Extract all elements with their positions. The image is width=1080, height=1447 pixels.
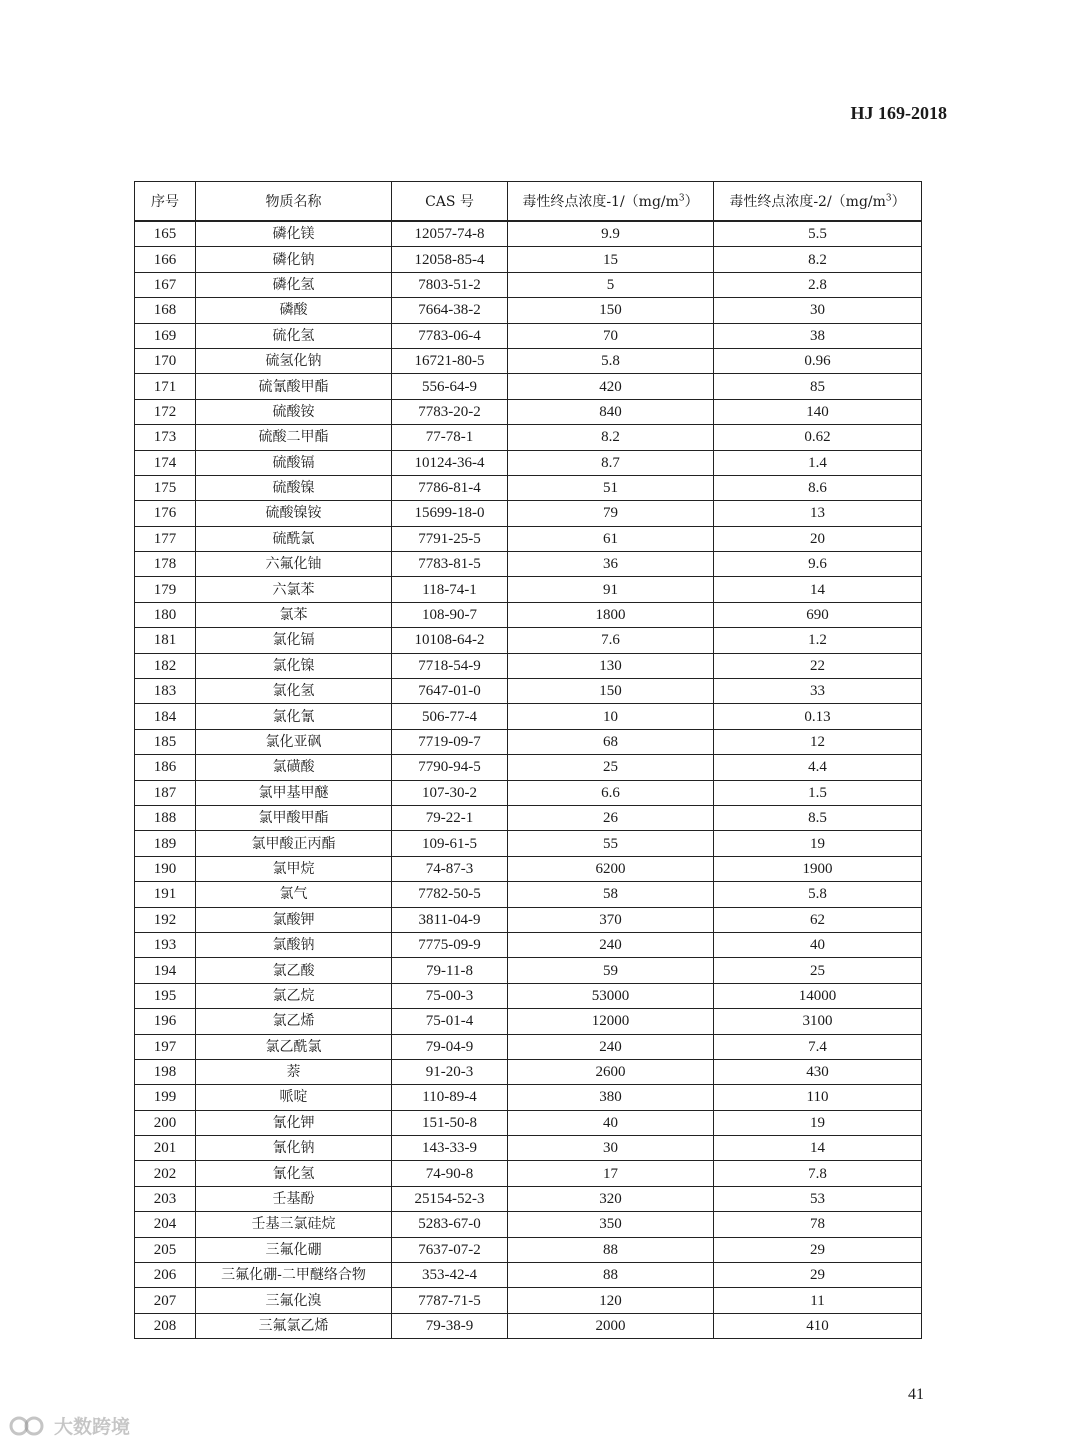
cell-substance-name: 萘 — [196, 1059, 392, 1084]
cell-cas-number: 7782-50-5 — [392, 882, 508, 907]
cell-substance-name: 三氟化溴 — [196, 1288, 392, 1313]
table-row — [135, 983, 922, 1008]
table-row — [135, 1009, 922, 1034]
table-row — [135, 348, 922, 373]
cell-endpoint-1: 350 — [508, 1212, 714, 1237]
cell-index: 197 — [135, 1034, 196, 1059]
cell-endpoint-1: 55 — [508, 831, 714, 856]
cell-endpoint-2: 1.4 — [714, 450, 922, 475]
cell-cas-number: 143-33-9 — [392, 1136, 508, 1161]
cell-substance-name: 氯酸钾 — [196, 907, 392, 932]
cell-cas-number: 10108-64-2 — [392, 628, 508, 653]
cell-index: 206 — [135, 1263, 196, 1288]
cell-endpoint-2: 14000 — [714, 983, 922, 1008]
cell-endpoint-2: 14 — [714, 577, 922, 602]
cell-endpoint-2: 38 — [714, 323, 922, 348]
table-row — [135, 704, 922, 729]
cell-cas-number: 74-87-3 — [392, 856, 508, 881]
cell-index: 199 — [135, 1085, 196, 1110]
cell-cas-number: 12057-74-8 — [392, 221, 508, 247]
cell-endpoint-2: 12 — [714, 729, 922, 754]
cell-substance-name: 氰化氢 — [196, 1161, 392, 1186]
cell-index: 203 — [135, 1186, 196, 1211]
cell-endpoint-2: 1900 — [714, 856, 922, 881]
table-row — [135, 247, 922, 272]
cell-substance-name: 氰化钾 — [196, 1110, 392, 1135]
cell-substance-name: 氯磺酸 — [196, 755, 392, 780]
cell-substance-name: 六氟化铀 — [196, 552, 392, 577]
cell-endpoint-1: 70 — [508, 323, 714, 348]
cell-substance-name: 氯化氰 — [196, 704, 392, 729]
table-row — [135, 882, 922, 907]
cell-index: 175 — [135, 475, 196, 500]
watermark-logo-icon — [8, 1415, 48, 1437]
cell-cas-number: 91-20-3 — [392, 1059, 508, 1084]
cell-endpoint-1: 2000 — [508, 1313, 714, 1338]
cell-index: 205 — [135, 1237, 196, 1262]
cell-substance-name: 硫氢化钠 — [196, 348, 392, 373]
cell-substance-name: 磷化钠 — [196, 247, 392, 272]
table-row — [135, 1085, 922, 1110]
cell-endpoint-2: 78 — [714, 1212, 922, 1237]
cell-cas-number: 353-42-4 — [392, 1263, 508, 1288]
table-row — [135, 399, 922, 424]
cell-endpoint-1: 61 — [508, 526, 714, 551]
cell-cas-number: 110-89-4 — [392, 1085, 508, 1110]
cell-cas-number: 7637-07-2 — [392, 1237, 508, 1262]
table-row — [135, 577, 922, 602]
table-row — [135, 780, 922, 805]
table-row — [135, 450, 922, 475]
cell-endpoint-1: 12000 — [508, 1009, 714, 1034]
cell-endpoint-2: 0.96 — [714, 348, 922, 373]
cell-substance-name: 六氯苯 — [196, 577, 392, 602]
page-number: 41 — [908, 1386, 924, 1403]
cell-index: 188 — [135, 805, 196, 830]
cell-substance-name: 氯化氢 — [196, 679, 392, 704]
table-row — [135, 552, 922, 577]
cell-endpoint-2: 33 — [714, 679, 922, 704]
cell-substance-name: 壬基酚 — [196, 1186, 392, 1211]
cell-cas-number: 108-90-7 — [392, 602, 508, 627]
cell-substance-name: 三氟氯乙烯 — [196, 1313, 392, 1338]
cell-cas-number: 7790-94-5 — [392, 755, 508, 780]
table-row — [135, 1237, 922, 1262]
cell-endpoint-2: 7.8 — [714, 1161, 922, 1186]
table-row — [135, 907, 922, 932]
cell-endpoint-1: 120 — [508, 1288, 714, 1313]
cell-index: 176 — [135, 501, 196, 526]
cell-endpoint-2: 0.13 — [714, 704, 922, 729]
cell-substance-name: 氯乙酸 — [196, 958, 392, 983]
cell-endpoint-1: 91 — [508, 577, 714, 602]
cell-substance-name: 氯气 — [196, 882, 392, 907]
cell-cas-number: 506-77-4 — [392, 704, 508, 729]
cell-substance-name: 硫酸镍铵 — [196, 501, 392, 526]
cell-endpoint-1: 68 — [508, 729, 714, 754]
cell-endpoint-2: 5.5 — [714, 221, 922, 247]
cell-index: 201 — [135, 1136, 196, 1161]
column-header-cas-number: CAS 号 — [392, 182, 508, 222]
cell-endpoint-1: 15 — [508, 247, 714, 272]
cell-endpoint-1: 6.6 — [508, 780, 714, 805]
cell-cas-number: 7783-81-5 — [392, 552, 508, 577]
table-row — [135, 475, 922, 500]
cell-endpoint-1: 7.6 — [508, 628, 714, 653]
cell-index: 191 — [135, 882, 196, 907]
cell-endpoint-1: 59 — [508, 958, 714, 983]
cell-endpoint-2: 62 — [714, 907, 922, 932]
cell-endpoint-2: 3100 — [714, 1009, 922, 1034]
table-row — [135, 729, 922, 754]
cell-endpoint-2: 1.2 — [714, 628, 922, 653]
table-row — [135, 272, 922, 297]
cell-endpoint-1: 150 — [508, 679, 714, 704]
table-row — [135, 653, 922, 678]
cell-substance-name: 氯甲基甲醚 — [196, 780, 392, 805]
cell-index: 202 — [135, 1161, 196, 1186]
cell-substance-name: 硫酸二甲酯 — [196, 425, 392, 450]
cell-endpoint-1: 51 — [508, 475, 714, 500]
cell-substance-name: 三氟化硼-二甲醚络合物 — [196, 1263, 392, 1288]
cell-index: 169 — [135, 323, 196, 348]
cell-cas-number: 79-04-9 — [392, 1034, 508, 1059]
cell-cas-number: 12058-85-4 — [392, 247, 508, 272]
cell-cas-number: 3811-04-9 — [392, 907, 508, 932]
table-row — [135, 1263, 922, 1288]
cell-endpoint-2: 40 — [714, 932, 922, 957]
cell-endpoint-1: 5.8 — [508, 348, 714, 373]
column-header-endpoint-1: 毒性终点浓度$-1/(mg/m^3)$ — [508, 182, 714, 222]
cell-cas-number: 151-50-8 — [392, 1110, 508, 1135]
cell-substance-name: 磷化镁 — [196, 221, 392, 247]
cell-index: 193 — [135, 932, 196, 957]
cell-endpoint-1: 840 — [508, 399, 714, 424]
toxicity-endpoint-table — [134, 181, 922, 1339]
cell-cas-number: 107-30-2 — [392, 780, 508, 805]
cell-endpoint-2: 8.6 — [714, 475, 922, 500]
cell-endpoint-1: 1800 — [508, 602, 714, 627]
cell-index: 184 — [135, 704, 196, 729]
cell-substance-name: 硫氰酸甲酯 — [196, 374, 392, 399]
cell-endpoint-1: 17 — [508, 1161, 714, 1186]
cell-index: 192 — [135, 907, 196, 932]
cell-endpoint-1: 240 — [508, 1034, 714, 1059]
cell-cas-number: 7647-01-0 — [392, 679, 508, 704]
table-row — [135, 1110, 922, 1135]
watermark — [8, 1412, 130, 1439]
cell-index: 194 — [135, 958, 196, 983]
cell-cas-number: 74-90-8 — [392, 1161, 508, 1186]
cell-substance-name: 硫酸镍 — [196, 475, 392, 500]
cell-index: 207 — [135, 1288, 196, 1313]
cell-endpoint-1: 6200 — [508, 856, 714, 881]
cell-endpoint-1: 30 — [508, 1136, 714, 1161]
cell-index: 183 — [135, 679, 196, 704]
cell-endpoint-2: 13 — [714, 501, 922, 526]
cell-endpoint-2: 4.4 — [714, 755, 922, 780]
cell-cas-number: 75-00-3 — [392, 983, 508, 1008]
cell-index: 167 — [135, 272, 196, 297]
cell-endpoint-2: 29 — [714, 1237, 922, 1262]
column-header-substance-name: 物质名称 — [196, 182, 392, 222]
table-row — [135, 1034, 922, 1059]
cell-substance-name: 三氟化硼 — [196, 1237, 392, 1262]
cell-cas-number: 7783-20-2 — [392, 399, 508, 424]
cell-endpoint-1: 8.2 — [508, 425, 714, 450]
cell-endpoint-2: 140 — [714, 399, 922, 424]
cell-endpoint-1: 8.7 — [508, 450, 714, 475]
cell-endpoint-2: 11 — [714, 1288, 922, 1313]
table-row — [135, 1161, 922, 1186]
cell-endpoint-2: 14 — [714, 1136, 922, 1161]
cell-endpoint-1: 380 — [508, 1085, 714, 1110]
cell-index: 166 — [135, 247, 196, 272]
cell-endpoint-2: 8.5 — [714, 805, 922, 830]
cell-substance-name: 硫化氢 — [196, 323, 392, 348]
cell-endpoint-1: 2600 — [508, 1059, 714, 1084]
table-row — [135, 856, 922, 881]
cell-index: 168 — [135, 298, 196, 323]
cell-cas-number: 79-11-8 — [392, 958, 508, 983]
cell-endpoint-2: 85 — [714, 374, 922, 399]
cell-endpoint-2: 9.6 — [714, 552, 922, 577]
cell-index: 173 — [135, 425, 196, 450]
cell-index: 182 — [135, 653, 196, 678]
cell-index: 187 — [135, 780, 196, 805]
cell-endpoint-1: 130 — [508, 653, 714, 678]
table-row — [135, 526, 922, 551]
cell-endpoint-2: 410 — [714, 1313, 922, 1338]
cell-endpoint-1: 26 — [508, 805, 714, 830]
cell-endpoint-1: 9.9 — [508, 221, 714, 247]
cell-endpoint-2: 7.4 — [714, 1034, 922, 1059]
cell-substance-name: 氰化钠 — [196, 1136, 392, 1161]
cell-endpoint-1: 5 — [508, 272, 714, 297]
table-row — [135, 221, 922, 247]
cell-cas-number: 10124-36-4 — [392, 450, 508, 475]
cell-cas-number: 5283-67-0 — [392, 1212, 508, 1237]
table-header-row — [135, 182, 922, 222]
cell-substance-name: 氯化镍 — [196, 653, 392, 678]
cell-substance-name: 磷酸 — [196, 298, 392, 323]
watermark-text: 大数跨境 — [54, 1416, 131, 1438]
cell-cas-number: 25154-52-3 — [392, 1186, 508, 1211]
cell-index: 200 — [135, 1110, 196, 1135]
table-row — [135, 1313, 922, 1338]
cell-cas-number: 7787-71-5 — [392, 1288, 508, 1313]
table-row — [135, 602, 922, 627]
cell-index: 177 — [135, 526, 196, 551]
table-row — [135, 805, 922, 830]
cell-cas-number: 109-61-5 — [392, 831, 508, 856]
cell-endpoint-2: 29 — [714, 1263, 922, 1288]
document-code: HJ 169-2018 — [850, 103, 947, 123]
cell-endpoint-1: 40 — [508, 1110, 714, 1135]
cell-cas-number: 7719-09-7 — [392, 729, 508, 754]
cell-endpoint-2: 20 — [714, 526, 922, 551]
cell-index: 171 — [135, 374, 196, 399]
table-row — [135, 425, 922, 450]
table-row — [135, 1212, 922, 1237]
cell-cas-number: 79-38-9 — [392, 1313, 508, 1338]
cell-endpoint-1: 150 — [508, 298, 714, 323]
table-row — [135, 1288, 922, 1313]
table-row — [135, 755, 922, 780]
table-row — [135, 298, 922, 323]
cell-index: 198 — [135, 1059, 196, 1084]
cell-index: 165 — [135, 221, 196, 247]
cell-endpoint-2: 19 — [714, 1110, 922, 1135]
cell-endpoint-2: 0.62 — [714, 425, 922, 450]
cell-substance-name: 氯甲酸甲酯 — [196, 805, 392, 830]
cell-cas-number: 16721-80-5 — [392, 348, 508, 373]
cell-cas-number: 15699-18-0 — [392, 501, 508, 526]
table-body — [135, 221, 922, 1339]
cell-cas-number: 7783-06-4 — [392, 323, 508, 348]
cell-index: 170 — [135, 348, 196, 373]
cell-endpoint-2: 25 — [714, 958, 922, 983]
column-header-endpoint-2: 毒性终点浓度$-2/(mg/m^3)$ — [714, 182, 922, 222]
cell-endpoint-1: 79 — [508, 501, 714, 526]
table-row — [135, 1186, 922, 1211]
cell-substance-name: 氯化镉 — [196, 628, 392, 653]
cell-index: 178 — [135, 552, 196, 577]
cell-substance-name: 氯乙酰氯 — [196, 1034, 392, 1059]
cell-endpoint-2: 690 — [714, 602, 922, 627]
cell-index: 185 — [135, 729, 196, 754]
cell-endpoint-1: 25 — [508, 755, 714, 780]
cell-substance-name: 氯甲酸正丙酯 — [196, 831, 392, 856]
cell-endpoint-1: 88 — [508, 1237, 714, 1262]
cell-index: 186 — [135, 755, 196, 780]
cell-index: 208 — [135, 1313, 196, 1338]
cell-cas-number: 75-01-4 — [392, 1009, 508, 1034]
cell-endpoint-2: 110 — [714, 1085, 922, 1110]
cell-endpoint-2: 1.5 — [714, 780, 922, 805]
cell-index: 196 — [135, 1009, 196, 1034]
cell-index: 181 — [135, 628, 196, 653]
cell-cas-number: 7775-09-9 — [392, 932, 508, 957]
cell-cas-number: 118-74-1 — [392, 577, 508, 602]
table-row — [135, 679, 922, 704]
cell-endpoint-1: 370 — [508, 907, 714, 932]
cell-substance-name: 氯甲烷 — [196, 856, 392, 881]
cell-endpoint-2: 430 — [714, 1059, 922, 1084]
cell-substance-name: 氯酸钠 — [196, 932, 392, 957]
cell-cas-number: 7718-54-9 — [392, 653, 508, 678]
table-row — [135, 374, 922, 399]
cell-endpoint-1: 320 — [508, 1186, 714, 1211]
cell-index: 204 — [135, 1212, 196, 1237]
cell-cas-number: 7791-25-5 — [392, 526, 508, 551]
cell-substance-name: 氯化亚砜 — [196, 729, 392, 754]
cell-substance-name: 氯乙烷 — [196, 983, 392, 1008]
cell-substance-name: 硫酸铵 — [196, 399, 392, 424]
cell-substance-name: 硫酸镉 — [196, 450, 392, 475]
cell-endpoint-1: 58 — [508, 882, 714, 907]
cell-endpoint-1: 88 — [508, 1263, 714, 1288]
cell-endpoint-2: 22 — [714, 653, 922, 678]
cell-cas-number: 79-22-1 — [392, 805, 508, 830]
cell-index: 195 — [135, 983, 196, 1008]
cell-index: 172 — [135, 399, 196, 424]
cell-substance-name: 硫酰氯 — [196, 526, 392, 551]
cell-index: 189 — [135, 831, 196, 856]
cell-index: 179 — [135, 577, 196, 602]
cell-endpoint-2: 2.8 — [714, 272, 922, 297]
cell-substance-name: 哌啶 — [196, 1085, 392, 1110]
table-row — [135, 501, 922, 526]
cell-endpoint-2: 5.8 — [714, 882, 922, 907]
table-row — [135, 958, 922, 983]
table-row — [135, 628, 922, 653]
cell-cas-number: 7664-38-2 — [392, 298, 508, 323]
cell-endpoint-1: 10 — [508, 704, 714, 729]
cell-index: 174 — [135, 450, 196, 475]
cell-endpoint-1: 36 — [508, 552, 714, 577]
cell-substance-name: 壬基三氯硅烷 — [196, 1212, 392, 1237]
cell-cas-number: 556-64-9 — [392, 374, 508, 399]
cell-substance-name: 氯乙烯 — [196, 1009, 392, 1034]
table-row — [135, 1059, 922, 1084]
cell-cas-number: 77-78-1 — [392, 425, 508, 450]
cell-index: 180 — [135, 602, 196, 627]
cell-endpoint-2: 8.2 — [714, 247, 922, 272]
column-header-index: 序号 — [135, 182, 196, 222]
cell-endpoint-2: 19 — [714, 831, 922, 856]
table-row — [135, 831, 922, 856]
cell-cas-number: 7786-81-4 — [392, 475, 508, 500]
cell-endpoint-1: 53000 — [508, 983, 714, 1008]
cell-endpoint-1: 420 — [508, 374, 714, 399]
cell-cas-number: 7803-51-2 — [392, 272, 508, 297]
cell-endpoint-2: 53 — [714, 1186, 922, 1211]
cell-substance-name: 氯苯 — [196, 602, 392, 627]
table-row — [135, 323, 922, 348]
cell-index: 190 — [135, 856, 196, 881]
cell-substance-name: 磷化氢 — [196, 272, 392, 297]
table-row — [135, 932, 922, 957]
cell-endpoint-2: 30 — [714, 298, 922, 323]
table-row — [135, 1136, 922, 1161]
cell-endpoint-1: 240 — [508, 932, 714, 957]
